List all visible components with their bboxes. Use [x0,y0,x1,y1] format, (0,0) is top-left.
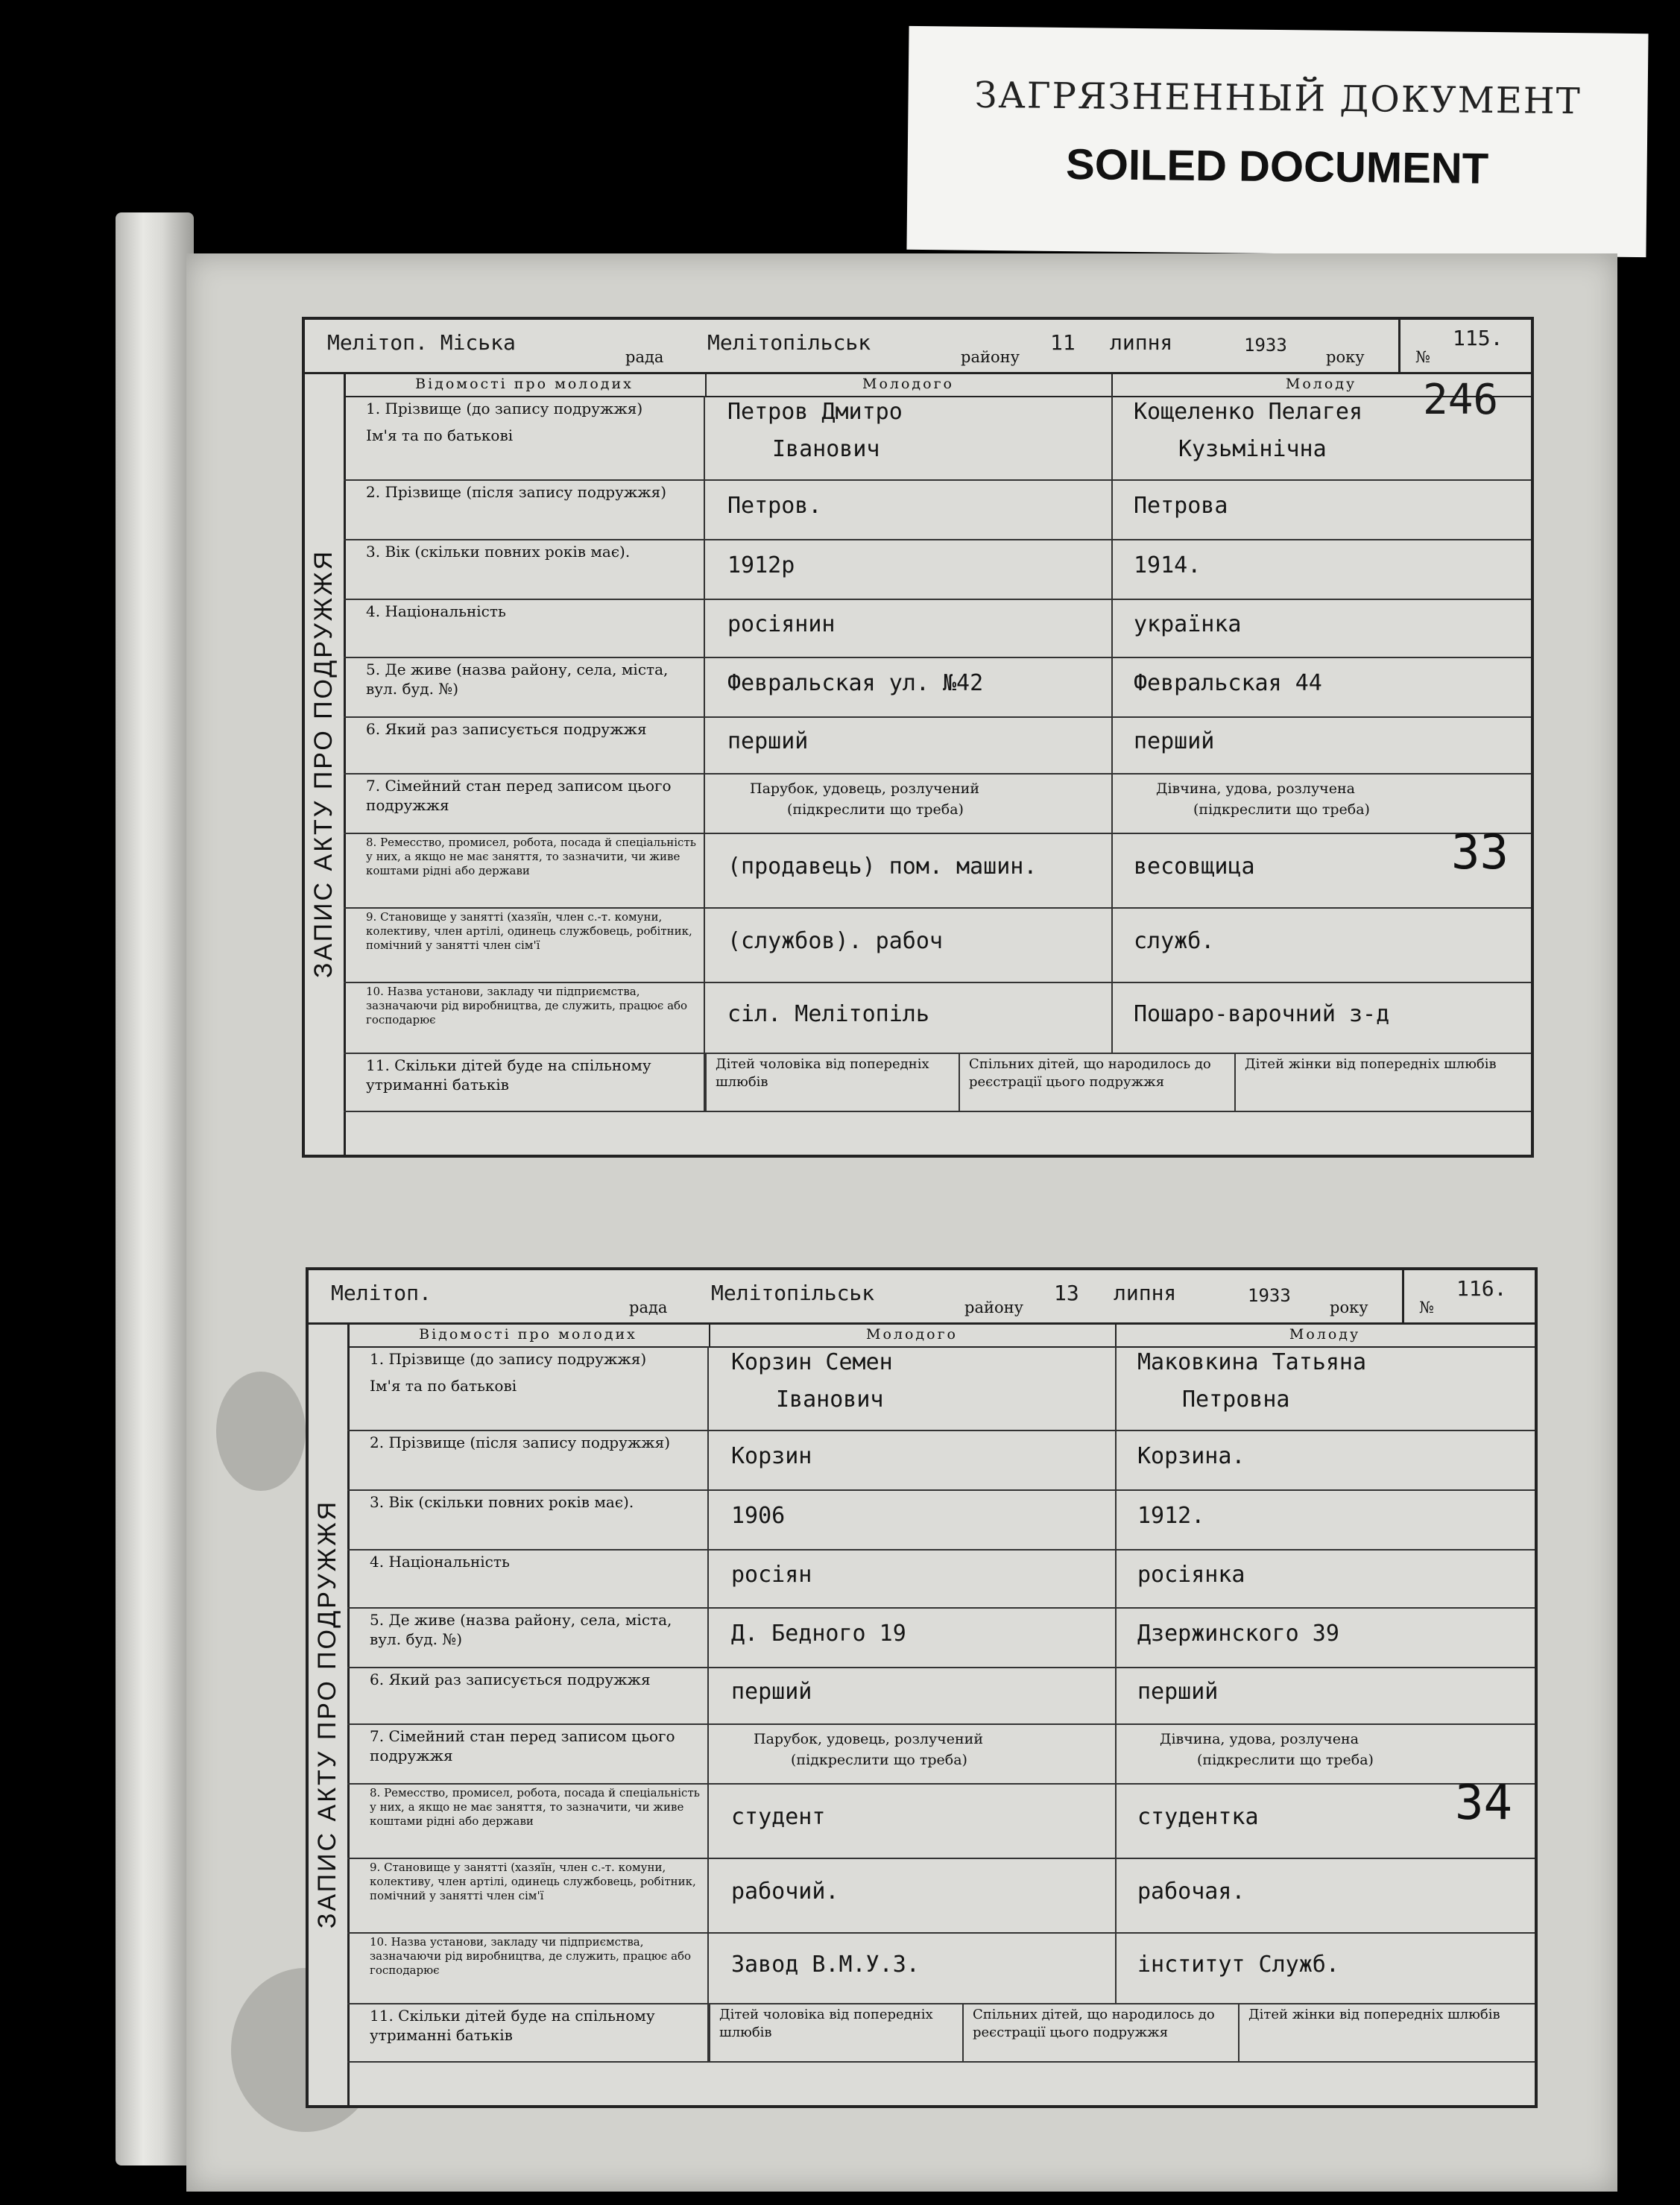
bride-workplace: Пошаро-варочний з-д [1134,1000,1390,1027]
question-text: 3. Вік (скільки повних років має). [370,1493,634,1511]
bride-answer-q1 [1115,1346,1535,1430]
row-q6 [344,716,1531,775]
question-q1 [347,1346,709,1430]
label-en: SOILED DOCUMENT [1065,140,1489,193]
groom-answer-q3 [705,539,1113,599]
groom-position: (службов). рабоч [727,928,943,954]
row-q1 [347,1346,1535,1431]
groom-answer-q5 [705,657,1113,716]
bride-patronymic: Петровна [1182,1387,1290,1413]
rada-value: Мелітоп. [331,1281,432,1305]
question-q2 [344,479,705,539]
question-text: 4. Національність [366,602,506,620]
question-text: 2. Прізвище (після запису подружжя) [366,483,667,501]
number-label: № [1415,348,1430,366]
bride-patronymic: Кузьмінічна [1178,436,1327,462]
row-q3 [347,1489,1535,1551]
label-ru: ЗАГРЯЗНЕННЫЙ ДОКУМЕНТ [974,74,1582,123]
soiled-document-label [906,26,1648,257]
groom-occupation: студент [731,1804,826,1830]
question-q10 [347,1932,709,2003]
question-q7 [344,773,705,833]
question-text: 5. Де живе (назва району, села, міста, вул. буд. №) [366,660,669,698]
bride-surname-after: Корзина. [1137,1443,1245,1469]
kids-common: Спільних дітей, що народилось до реєстрації цього подружжя [959,1053,1234,1111]
bride-answer-q4 [1111,599,1531,657]
bride-surname-name: Кощеленко Пелагея [1134,399,1363,425]
groom-answer-q4 [705,599,1113,657]
number-box [1398,320,1531,372]
question-q5 [347,1607,709,1667]
rada-label: рада [625,348,664,366]
question-text: 8. Ремесство, промисел, робота, посада й спеціальність у них, а якщо не має заняття, то зазначити, чи живе коштами рідні або держави [370,1786,700,1828]
col-head-bride: Молоду [1115,1322,1535,1348]
bride-workplace: інститут Служб. [1137,1951,1339,1978]
bride-answer-q9 [1111,907,1531,982]
record-grid [344,372,1531,1155]
bride-answer-q2 [1115,1430,1535,1489]
groom-answer-q1 [705,396,1113,479]
kids-husband: Дітей чоловіка від попередніх шлюбів [709,2003,962,2061]
bride-occupation: студентка [1137,1804,1259,1830]
bride-address: Дзержинского 39 [1137,1621,1339,1647]
record-grid [347,1322,1535,2105]
year-label: року [1326,348,1365,366]
marriage-record-form [302,317,1534,1158]
bride-times: перший [1134,728,1215,754]
groom-address: Февральская ул. №42 [727,670,984,696]
bride-answer-q2 [1111,479,1531,539]
extra-number: 246 [1423,376,1499,424]
question-text: 1. Прізвище (до запису подружжя) [370,1350,647,1368]
col-head-info: Відомості про молодих [344,372,707,397]
rayon-label: району [964,1299,1023,1316]
year-value: 1933 [1244,335,1287,356]
row-q4 [344,599,1531,658]
groom-patronymic: Іванович [772,436,880,462]
question-text: 9. Становище у занятті (хазяїн, член с.-т. комуни, колективу, член артілі, одинець службовець, робітник, помічний у занятті член сім'ї [366,910,692,952]
bride-answer-q8 [1115,1776,1535,1858]
question-q8 [344,833,705,907]
groom-times: перший [731,1679,812,1705]
question-text: 5. Де живе (назва району, села, міста, вул. буд. №) [370,1611,672,1648]
groom-answer-q8 [705,833,1113,907]
question-q11: 11. Скільки дітей буде на спільному утриманні батьків [347,2003,709,2061]
bride-address: Февральская 44 [1134,670,1322,696]
rada-value: Мелітоп. Міська [327,330,516,355]
col-head-groom: Молодого [705,372,1113,397]
row-q5 [347,1607,1535,1668]
bride-answer-q10 [1115,1932,1535,2003]
bride-answer-q5 [1115,1607,1535,1667]
underline-note: (підкреслити що треба) [1193,801,1370,818]
question-q3 [347,1489,709,1549]
side-title [305,372,346,1155]
bride-times: перший [1137,1679,1219,1705]
row-q6 [347,1667,1535,1725]
year-label: року [1330,1299,1368,1316]
question-text: 1. Прізвище (до запису подружжя) [366,400,643,417]
groom-answer-q7 [709,1723,1117,1783]
question-q8 [347,1783,709,1858]
underline-note: (підкреслити що треба) [1197,1752,1374,1768]
year-value: 1933 [1248,1285,1291,1306]
groom-workplace: Завод В.М.У.З. [731,1951,920,1978]
bride-occupation: весовщица [1134,854,1255,880]
bride-answer-q4 [1115,1549,1535,1607]
groom-occupation: (продавець) пом. машин. [727,854,1038,880]
marital-status-options: Парубок, удовець, розлучений [750,780,979,797]
groom-age: 1906 [731,1503,786,1529]
groom-answer-q10 [705,982,1113,1053]
bride-nationality: українка [1134,611,1242,637]
groom-answer-q10 [709,1932,1117,2003]
groom-times: перший [727,728,809,754]
bride-answer-q10 [1111,982,1531,1053]
row-q9 [344,907,1531,983]
bride-nationality: росіянка [1137,1562,1245,1588]
row-q2 [347,1430,1535,1491]
margin-number: 34 [1454,1776,1512,1831]
row-q10 [344,982,1531,1054]
groom-answer-q9 [709,1858,1117,1932]
question-text: 9. Становище у занятті (хазяїн, член с.-т. комуни, колективу, член артілі, одинець службовець, робітник, помічний у занятті член сім'ї [370,1861,696,1902]
question-q10 [344,982,705,1053]
marital-status-options: Дівчина, удова, розлучена [1156,780,1355,797]
number-label: № [1419,1299,1434,1316]
row-q8 [347,1776,1535,1859]
question-q11: 11. Скільки дітей буде на спільному утриманні батьків [344,1053,705,1111]
bride-age: 1912. [1137,1503,1205,1529]
groom-answer-q7 [705,773,1113,833]
question-q3 [344,539,705,599]
record-number: 116. [1456,1276,1507,1301]
record-number: 115. [1453,326,1503,350]
groom-surname-name: Корзин Семен [731,1349,893,1375]
groom-answer-q5 [709,1607,1117,1667]
question-text: 6. Який раз записується подружжя [366,720,647,738]
bride-age: 1914. [1134,552,1201,578]
bride-answer-q3 [1111,539,1531,599]
marital-status-options: Парубок, удовець, розлучений [754,1731,983,1747]
kids-wife: Дітей жінки від попередніх шлюбів [1238,2003,1536,2061]
bride-answer-q6 [1115,1667,1535,1723]
groom-answer-q2 [709,1430,1117,1489]
bride-answer-q8 [1111,825,1531,907]
question-q2 [347,1430,709,1489]
stain [216,1372,306,1491]
groom-answer-q8 [709,1783,1117,1858]
row-q9 [347,1858,1535,1934]
date-day: 13 [1054,1281,1079,1305]
marital-status-options: Дівчина, удова, розлучена [1160,1731,1359,1747]
question-q4 [344,599,705,657]
question-q1 [344,396,705,479]
row-q7 [344,773,1531,834]
row-q8 [344,825,1531,909]
side-title-text: ЗАПИС АКТУ ПРО ПОДРУЖЖЯ [313,1499,342,1928]
question-text: 2. Прізвище (після запису подружжя) [370,1433,671,1451]
groom-answer-q4 [709,1549,1117,1607]
question-text: 6. Який раз записується подружжя [370,1671,651,1688]
groom-answer-q9 [705,907,1113,982]
kids-common: Спільних дітей, що народилось до реєстрації цього подружжя [962,2003,1238,2061]
row-q7 [347,1723,1535,1785]
row-q4 [347,1549,1535,1609]
margin-number: 33 [1450,825,1509,880]
groom-answer-q2 [705,479,1113,539]
col-head-info: Відомості про молодих [347,1322,710,1348]
question-q9 [344,907,705,982]
side-title-text: ЗАПИС АКТУ ПРО ПОДРУЖЖЯ [309,549,338,978]
record-header [305,320,1531,374]
col-head-bride: Молоду [1111,372,1531,397]
groom-surname-after: Петров. [727,493,822,519]
question-text: 7. Сімейний стан перед записом цього подружжя [366,777,672,814]
date-month: липня [1110,330,1173,355]
bride-answer-q5 [1111,657,1531,716]
question-text: 3. Вік (скільки повних років має). [366,543,631,561]
bride-answer-q7 [1111,773,1531,833]
question-q6 [347,1667,709,1723]
row-q1 [344,396,1531,481]
question-text: Ім'я та по батькові [370,1377,517,1395]
question-text: 4. Національність [370,1553,510,1571]
groom-answer-q3 [709,1489,1117,1549]
bride-surname-name: Маковкина Татьяна [1137,1349,1367,1375]
groom-age: 1912р [727,552,795,578]
record-header [309,1270,1535,1325]
kids-husband: Дітей чоловіка від попередніх шлюбів [705,1053,959,1111]
question-q5 [344,657,705,716]
question-text: 10. Назва установи, закладу чи підприємства, зазначаючи рід виробництва, де служить, працює або господарює [370,1935,692,1977]
bride-surname-after: Петрова [1134,493,1228,519]
bride-position: служб. [1134,928,1215,954]
question-text: 10. Назва установи, закладу чи підприємства, зазначаючи рід виробництва, де служить, працює або господарює [366,985,688,1026]
number-box [1402,1270,1535,1322]
groom-surname-name: Петров Дмитро [727,399,903,425]
question-q9 [347,1858,709,1932]
rayon-label: району [961,348,1020,366]
date-month: липня [1114,1281,1177,1305]
groom-answer-q1 [709,1346,1117,1430]
bride-answer-q9 [1115,1858,1535,1932]
question-text: 8. Ремесство, промисел, робота, посада й спеціальність у них, а якщо не має заняття, то зазначити, чи живе коштами рідні або держави [366,836,696,877]
book-spine [116,212,194,2165]
groom-nationality: росіян [731,1562,812,1588]
groom-patronymic: Іванович [776,1387,884,1413]
bride-answer-q7 [1115,1723,1535,1783]
underline-note: (підкреслити що треба) [791,1752,967,1768]
groom-workplace: сіл. Мелітопіль [727,1000,929,1027]
side-title [309,1322,350,2105]
groom-surname-after: Корзин [731,1443,812,1469]
col-head-groom: Молодого [709,1322,1117,1348]
kids-wife: Дітей жінки від попередніх шлюбів [1234,1053,1532,1111]
rayon-value: Мелітопільськ [707,330,871,355]
underline-note: (підкреслити що треба) [787,801,964,818]
bride-answer-q6 [1111,716,1531,773]
groom-address: Д. Бедного 19 [731,1621,906,1647]
row-q5 [344,657,1531,718]
question-q7 [347,1723,709,1783]
rayon-value: Мелітопільськ [711,1281,875,1305]
row-q10 [347,1932,1535,2004]
groom-position: рабочий. [731,1878,839,1905]
question-q6 [344,716,705,773]
row-q11 [347,2003,1535,2063]
question-text: 7. Сімейний стан перед записом цього подружжя [370,1727,675,1764]
row-q3 [344,539,1531,600]
row-q2 [344,479,1531,540]
question-q4 [347,1549,709,1607]
rada-label: рада [629,1299,668,1316]
marriage-record-form [306,1267,1538,2108]
row-q11 [344,1053,1531,1112]
question-text: Ім'я та по батькові [366,426,514,444]
date-day: 11 [1050,330,1076,355]
groom-answer-q6 [709,1667,1117,1723]
bride-answer-q3 [1115,1489,1535,1549]
bride-position: рабочая. [1137,1878,1245,1905]
groom-nationality: росіянин [727,611,836,637]
groom-answer-q6 [705,716,1113,773]
